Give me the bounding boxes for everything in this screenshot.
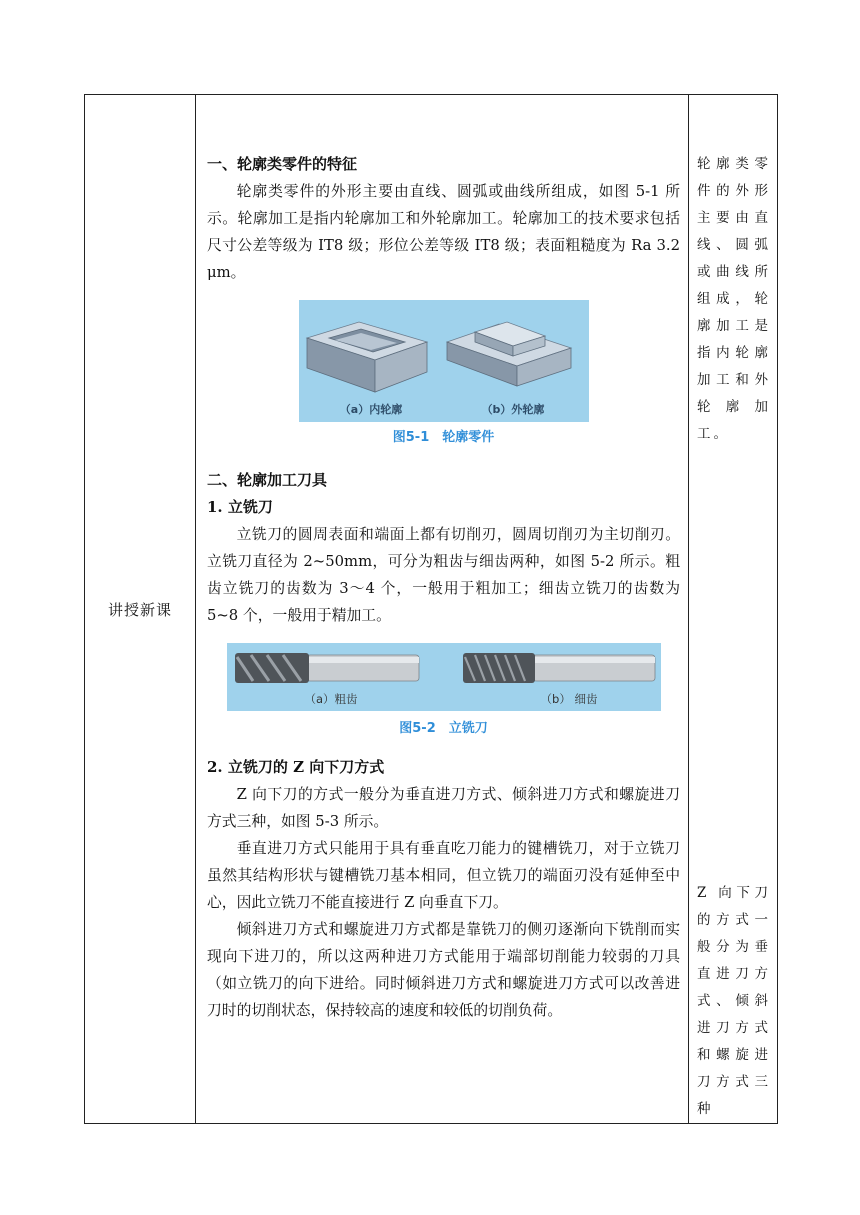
figure-5-1-label-a: （a）内轮廓 <box>339 403 402 416</box>
section2-paragraph-4: 倾斜进刀方式和螺旋进刀方式都是靠铣刀的侧刃逐渐向下铣削而实现向下进刀的，所以这两种进刀方式能用于端部切削能力较弱的刀具（如立铣刀的向下进给。同时倾斜进刀方式和螺旋进刀方式可以改善进刀时的切削状态，保持较高的速度和较低的切削负荷。 <box>207 921 680 1019</box>
figure-5-1-caption: 图5-1 轮廓零件 <box>392 430 495 445</box>
section2-paragraph-1: 立铣刀的圆周表面和端面上都有切削刃，圆周切削刃为主切削刃。立铣刀直径为 2~50mm，可分为粗齿与细齿两种，如图 5-2 所示。粗齿立铣刀的齿数为 3～4 个，一般用于粗加工；细齿立铣刀的齿数为 5~8 个，一般用于精加工。 <box>207 526 680 624</box>
section1-paragraph: 轮廓类零件的外形主要由直线、圆弧或曲线所组成，如图 5-1 所示。轮廓加工是指内轮廓加工和外轮廓加工。轮廓加工的技术要求包括尺寸公差等级为 IT8 级；形位公差等级 IT8 级；表面粗糙度为 Ra 3.2 μm。 <box>207 183 680 281</box>
section2-paragraph-3: 垂直进刀方式只能用于具有垂直吃刀能力的键槽铣刀，对于立铣刀虽然其结构形状与键槽铣刀基本相同，但立铣刀的端面刃没有延伸至中心，因此立铣刀不能直接进行 Z 向垂直下刀。 <box>207 840 680 911</box>
figure-5-1-label-b: （b）外轮廓 <box>481 403 544 416</box>
table-row <box>85 95 778 1124</box>
figure-5-2-image <box>227 643 661 711</box>
main-content-cell <box>196 95 689 1124</box>
side-note-1: 轮廓类零件的外形主要由直线、圆弧或曲线所组成，轮廓加工是指内轮廓加工和外轮廓加工。 <box>697 156 771 442</box>
figure-5-2-caption: 图5-2 立铣刀 <box>399 721 488 736</box>
lesson-table <box>84 94 778 1124</box>
side-note-2: Z 向下刀的方式一般分为垂直进刀方式、倾斜进刀方式和螺旋进刀方式三种 <box>697 885 771 1117</box>
section2-paragraph-2: Z 向下刀的方式一般分为垂直进刀方式、倾斜进刀方式和螺旋进刀方式三种，如图 5-3 所示。 <box>207 786 680 830</box>
section2-subheading-1: 1. 立铣刀 <box>207 498 273 516</box>
section1-heading: 一、轮廓类零件的特征 <box>207 155 358 173</box>
figure-5-2-label-a: （a）粗齿 <box>303 692 358 706</box>
section2-subheading-2: 2. 立铣刀的 Z 向下刀方式 <box>207 758 385 776</box>
section2-heading: 二、轮廓加工刀具 <box>207 471 328 489</box>
figure-5-2-label-b: （b） 细齿 <box>540 692 597 706</box>
side-notes-cell <box>689 95 778 1124</box>
row-label: 讲授新课 <box>85 95 196 1124</box>
figure-5-1-image <box>299 300 589 422</box>
